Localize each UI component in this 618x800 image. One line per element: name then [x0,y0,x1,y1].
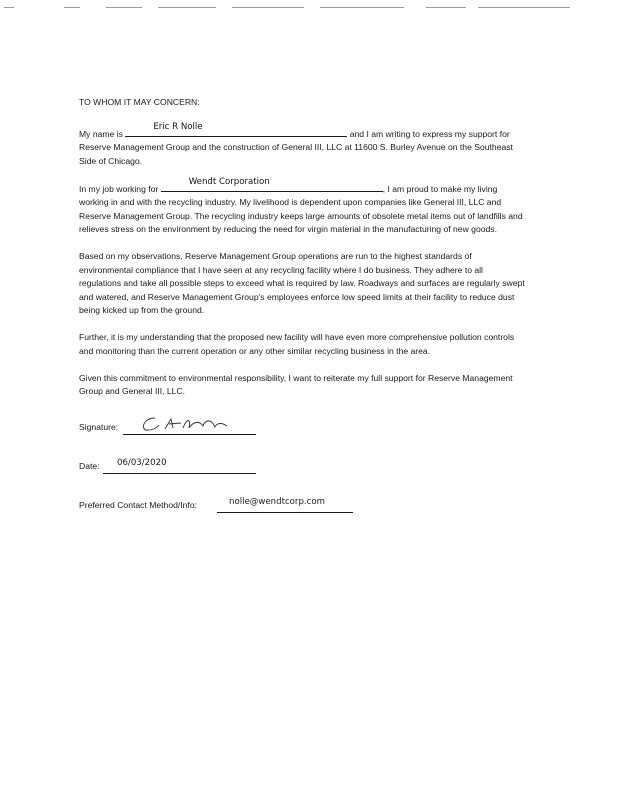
employer-field [161,177,383,192]
job-prefix: In my job working for [79,183,159,194]
signature-block [79,417,527,513]
intro-paragraph [79,122,527,169]
contact-label: Preferred Contact Method/Info: [79,500,197,510]
observations-paragraph: Based on my observations, Reserve Management Group operations are run to the highest standards of environmental compliance that I have seen at any recycling facility where I do business. They adhere to all regulations and take all possible steps to exceed what is required by law. Roadways and surfaces are regularly swept and watered, and Reserve Management Group's employees enforce low speed limits at their facility to reduce dust being kicked up from the ground. [79,251,525,315]
signature-label: Signature: [79,422,119,432]
closing-paragraph: Given this commitment to environmental responsibility, I want to reiterate my full support for Reserve Management Group and General III, LLC. [79,372,513,396]
job-suffix: , I am proud to make my living working in and with the recycling industry. My livelihood is dependent upon companies like General III, LLC and Reserve Management Group. The recycling industry keeps large amounts of obsolete metal items out of landfills and relieves stress on the environment by reducing the need for virgin material in the manufacturing of new goods. [79,183,523,234]
handwritten-employer: Wendt Corporation [188,177,270,187]
handwritten-contact: nolle@wendtcorp.com [229,497,326,507]
contact-field [217,498,353,513]
signature-field [123,420,256,435]
date-row [79,456,527,474]
handwritten-date: 06/03/2020 [117,458,167,468]
date-field [103,459,256,474]
job-paragraph [79,177,527,237]
salutation: TO WHOM IT MAY CONCERN: [79,97,200,107]
contact-row [79,495,527,513]
handwritten-signature [133,414,233,434]
intro-suffix: and I am writing to express my support for Reserve Management Group and the construction of General III, LLC at 11600 S. Burley Avenue on the Southeast Side of Chicago. [79,128,513,166]
signature-row [79,417,527,435]
intro-prefix: My name is [79,128,123,139]
name-field [125,122,347,137]
letter-body [79,96,527,534]
scan-artifact-strip [0,6,618,10]
handwritten-name: Eric R Nolle [153,122,203,132]
date-label: Date: [79,461,100,471]
understanding-paragraph: Further, it is my understanding that the proposed new facility will have even more comprehensive pollution controls and monitoring than the current operation or any other similar recycling business in the area. [79,332,515,356]
